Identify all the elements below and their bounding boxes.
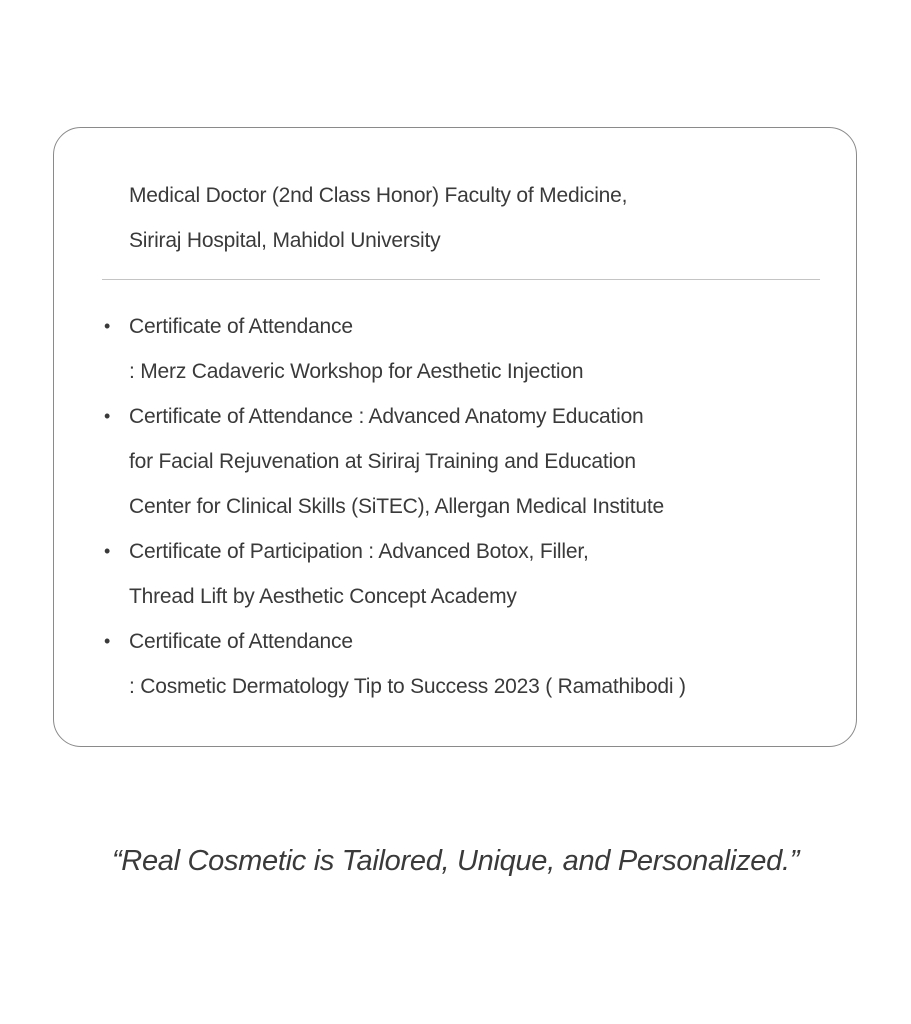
tagline-quote: “Real Cosmetic is Tailored, Unique, and Personalized.” [111, 845, 800, 877]
education-block [129, 173, 829, 263]
certificate-line: Certificate of Participation : Advanced Botox, Filler, [129, 540, 589, 563]
credentials-card [53, 127, 857, 747]
bullet-icon: • [104, 631, 111, 651]
bullet-icon: • [104, 316, 111, 336]
certificate-item [102, 394, 822, 529]
certificate-line: Center for Clinical Skills (SiTEC), Allergan Medical Institute [129, 495, 664, 518]
certificate-line: Certificate of Attendance [129, 630, 353, 653]
certificate-line: for Facial Rejuvenation at Siriraj Training and Education [129, 450, 636, 473]
certificate-line: Certificate of Attendance : Advanced Anatomy Education [129, 405, 644, 428]
education-line: Medical Doctor (2nd Class Honor) Faculty of Medicine, [129, 184, 628, 207]
certificate-line: : Cosmetic Dermatology Tip to Success 2023 ( Ramathibodi ) [129, 675, 686, 698]
certificate-line: Thread Lift by Aesthetic Concept Academy [129, 585, 517, 608]
education-line: Siriraj Hospital, Mahidol University [129, 229, 441, 252]
certificate-line: : Merz Cadaveric Workshop for Aesthetic Injection [129, 360, 584, 383]
certificate-item [102, 619, 822, 709]
certificate-item [102, 304, 822, 394]
bullet-icon: • [104, 406, 111, 426]
certificate-line: Certificate of Attendance [129, 315, 353, 338]
bullet-icon: • [104, 541, 111, 561]
section-divider [102, 279, 820, 280]
certificate-list [102, 304, 822, 709]
certificate-item [102, 529, 822, 619]
